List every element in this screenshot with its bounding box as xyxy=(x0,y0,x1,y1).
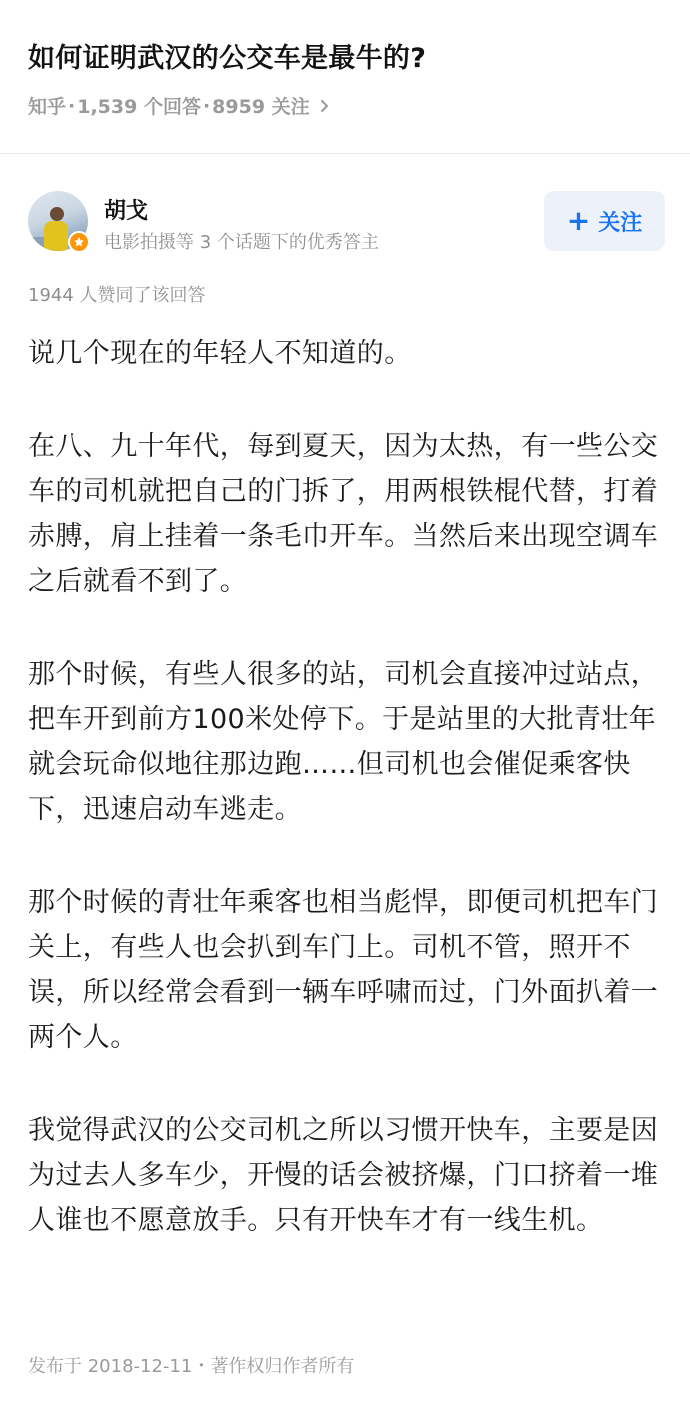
author-description: 电影拍摄等 3 个话题下的优秀答主 xyxy=(104,232,379,253)
publish-info: 发布于 2018-12-11・著作权归作者所有 xyxy=(28,1356,355,1377)
answer-paragraph: 那个时候的青壮年乘客也相当彪悍，即便司机把车门关上，有些人也会扒到车门上。司机不管，照开不误，所以经常会看到一辆车呼啸而过，门外面扒着一两个人。 xyxy=(28,887,659,1053)
question-meta[interactable] xyxy=(28,92,332,119)
meta-separator: · xyxy=(68,94,76,117)
question-title[interactable]: 如何证明武汉的公交车是最牛的? xyxy=(28,43,427,74)
answer-paragraph: 那个时候，有些人很多的站，司机会直接冲过站点，把车开到前方100米处停下。于是站里的大批青壮年就会玩命似地往那边跑……但司机也会催促乘客快下，迅速启动车逃走。 xyxy=(28,659,659,825)
follow-button[interactable] xyxy=(544,191,665,251)
author-name[interactable]: 胡戈 xyxy=(104,199,149,224)
answer-count: 1,539 个回答 xyxy=(77,96,201,118)
answer-paragraph: 说几个现在的年轻人不知道的。 xyxy=(28,338,412,369)
answer-paragraph: 在八、九十年代，每到夏天，因为太热，有一些公交车的司机就把自己的门拆了，用两根铁棍代替，打着赤膊，肩上挂着一条毛巾开车。当然后来出现空调车之后就看不到了。 xyxy=(28,431,659,597)
source-label: 知乎 xyxy=(28,96,67,118)
avatar[interactable] xyxy=(28,191,88,251)
answer-paragraph: 我觉得武汉的公交司机之所以习惯开快车，主要是因为过去人多车少，开慢的话会被挤爆，门口挤着一堆人谁也不愿意放手。只有开快车才有一线生机。 xyxy=(28,1115,659,1236)
question-header xyxy=(0,0,690,154)
follow-button-label: 关注 xyxy=(598,210,643,236)
vote-summary[interactable]: 1944 人赞同了该回答 xyxy=(28,285,206,306)
meta-separator: · xyxy=(202,94,211,117)
chevron-right-icon xyxy=(318,99,332,113)
excellent-answerer-badge-icon xyxy=(68,231,90,253)
follower-count: 8959 关注 xyxy=(212,96,310,118)
plus-icon: + xyxy=(566,204,591,237)
answer-body xyxy=(28,331,668,1291)
